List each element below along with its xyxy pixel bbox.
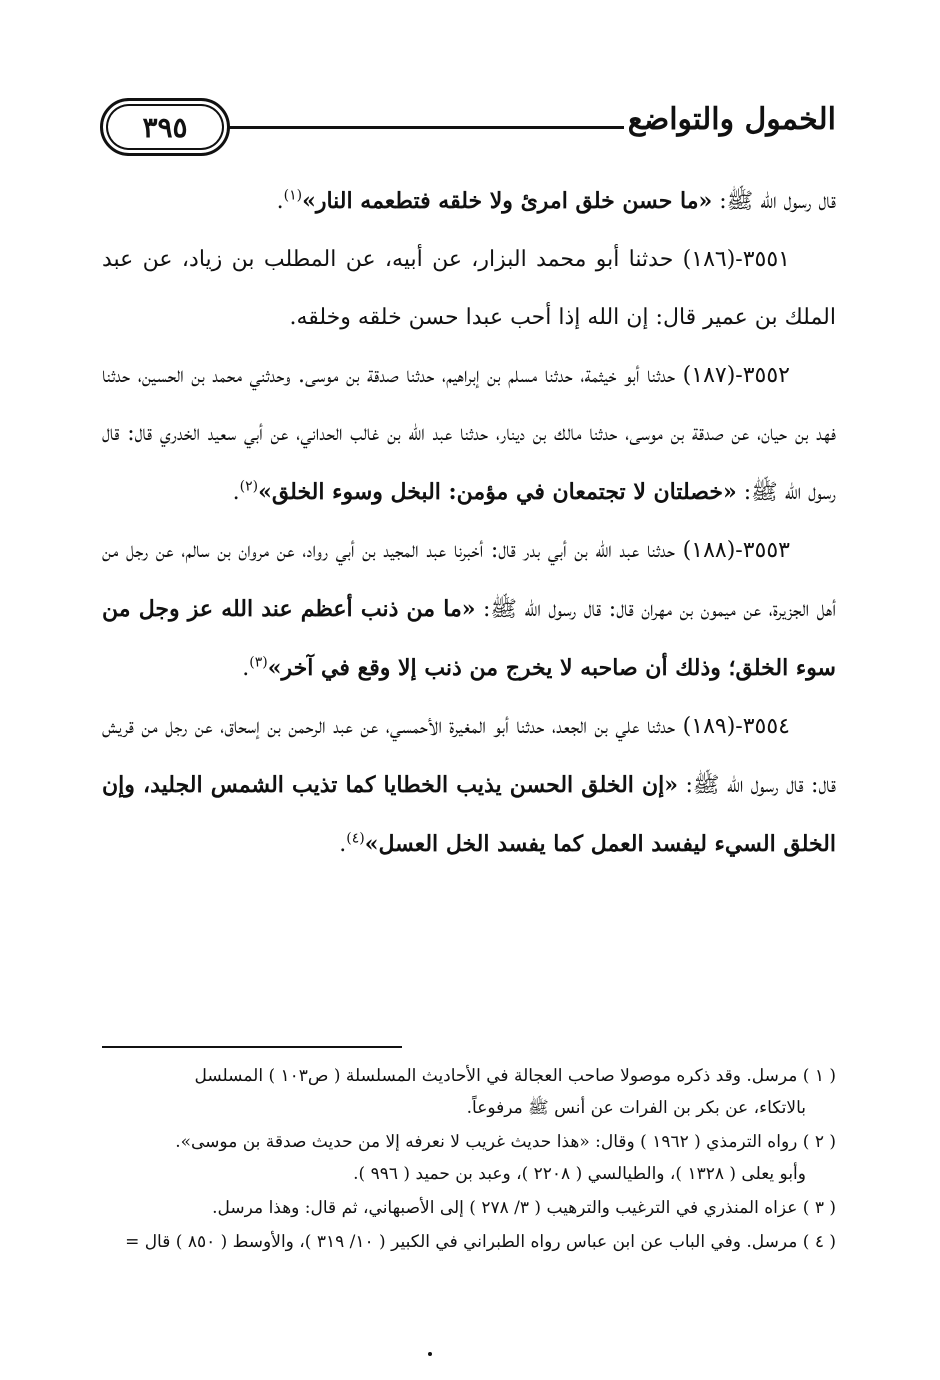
footnote-rule [102,1046,402,1048]
page-mark [428,1352,432,1356]
footnote-ref: (١) [283,187,303,204]
paragraph [102,347,836,522]
footnote-text: ( ١ ) مرسل. وقد ذكره موصولا صاحب العجالة في الأحاديث المسلسلة ( ص١٠٣ ) المسلسل [194,1066,836,1086]
page-header [100,96,836,160]
narration-text: ٣٥٥١-(١٨٦) حدثنا أبو محمد البزار، عن أبيه، عن المطلب بن زياد، عن عبد الملك بن عمير قال: إن الله إذا أحب عبدا حسن خلقه وخلقه. [102,247,836,330]
footnote [102,1226,836,1258]
paragraph [102,231,836,347]
footnote-ref: (٤) [346,830,365,847]
footnote-text: ( ٤ ) مرسل. وفي الباب عن ابن عباس رواه الطبراني في الكبير ( ١٠/ ٣١٩ )، والأوسط ( ٨٥٠ ) قال = [125,1232,836,1252]
narration-text: ٣٥٥٤-(١٨٩) حدثنا علي بن الجعد، حدثنا أبو المغيرة الأحمسي، عن عبد الرحمن بن إسحاق، عن رجل من قريش قال: قال رسول الله ﷺ: [102,714,836,798]
page-number: ٣٩٥ [142,110,188,144]
footnote-ref: (٢) [239,478,259,495]
main-text [102,172,836,874]
page-number-frame [100,98,230,156]
hadith-text: «إن الخلق الحسن يذيب الخطايا كما تذيب الشمس الجليد، وإن الخلق السيء ليفسد العمل كما يفسد الخل العسل» [102,772,836,857]
punctuation: . [276,189,284,214]
narration-text: ٣٥٥٢-(١٨٧) حدثنا أبو خيثمة، حدثنا مسلم بن إبراهيم، حدثنا صدقة بن موسى. وحدثني محمد بن الحسين، حدثنا فهد بن حيان، عن صدقة بن موسى، حدثنا مالك بن دينار، حدثنا عبد الله بن غالب الحداني، عن أبي سعيد الخدري قال: قال رسول الله ﷺ: [102,363,836,505]
narration-text: قال رسول الله ﷺ: [712,189,836,214]
punctuation: . [242,656,250,681]
footnote-continuation: وأبو يعلى ( ١٣٢٨ )، والطيالسي ( ٢٢٠٨ )، وعبد بن حميد ( ٩٩٦ ). [353,1164,806,1184]
footnote-text: ( ٢ ) رواه الترمذي ( ١٩٦٢ ) وقال: «هذا حديث غريب لا نعرفه إلا من حديث صدقة بن موسى». [175,1132,836,1152]
paragraph [102,172,836,231]
footnote [102,1060,836,1124]
hadith-text: «خصلتان لا تجتمعان في مؤمن: البخل وسوء الخلق» [258,479,737,505]
paragraph [102,698,836,874]
footnote-ref: (٣) [249,654,268,671]
header-rule [222,126,624,129]
footnote-text: ( ٣ ) عزاه المنذري في الترغيب والترهيب ( ٣/ ٢٧٨ ) إلى الأصبهاني، ثم قال: وهذا مرسل. [212,1198,836,1218]
footnote-continuation: بالاتكاء، عن بكر بن الفرات عن أنس ﷺ مرفوعاً. [466,1098,806,1118]
footnote [102,1126,836,1190]
punctuation: . [232,480,240,505]
footnotes [102,1060,836,1260]
narration-text: ٣٥٥٣-(١٨٨) حدثنا عبد الله بن أبي بدر قال: أخبرنا عبد المجيد بن أبي رواد، عن مروان بن سالم، عن رجل من أهل الجزيرة، عن ميمون بن مهران قال: قال رسول الله ﷺ: [102,538,836,622]
running-title: الخمول والتواضع [627,102,836,137]
footnote [102,1192,836,1224]
paragraph [102,522,836,698]
hadith-text: «ما من ذنب أعظم عند الله عز وجل من سوء الخلق؛ وذلك أن صاحبه لا يخرج من ذنب إلا وقع في آخر» [102,596,836,681]
hadith-text: «ما حسن خلق امرئ ولا خلقه فتطعمه النار» [302,188,713,214]
punctuation: . [339,832,347,857]
